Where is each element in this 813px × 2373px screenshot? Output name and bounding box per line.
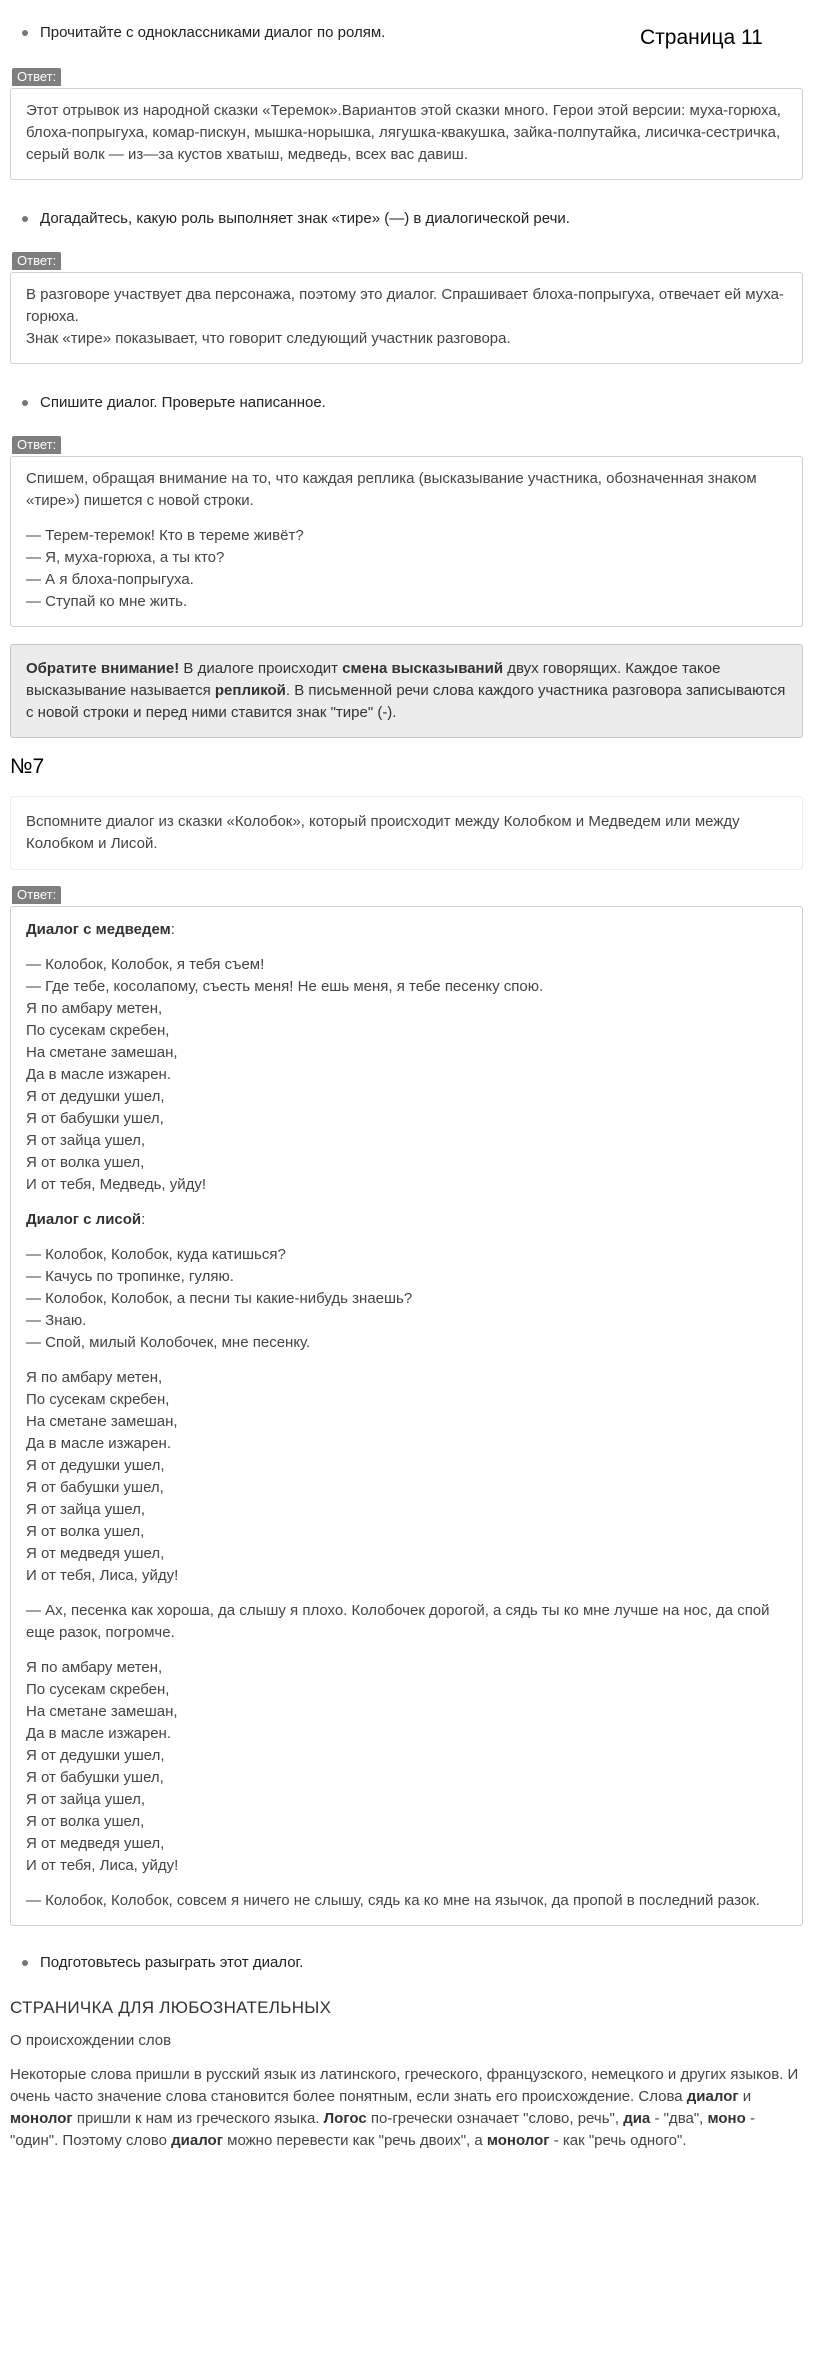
dialog-line: Я от медведя ушел, bbox=[26, 1835, 165, 1852]
dialog-line: Я от бабушки ушел, bbox=[26, 1769, 164, 1786]
dialog-line: По сусекам скребен, bbox=[26, 1391, 170, 1408]
task-bullet: Прочитайте с одноклассниками диалог по ролям. bbox=[10, 22, 803, 44]
note-bold: смена высказываний bbox=[342, 660, 504, 677]
dialog-line: Да в масле изжарен. bbox=[26, 1066, 171, 1083]
question-text: Вспомните диалог из сказки «Колобок», который происходит между Колобком и Медведем или между Колобком и Лисой. bbox=[26, 813, 740, 852]
dialog-line: По сусекам скребен, bbox=[26, 1681, 170, 1698]
section-paragraph: Некоторые слова пришли в русский язык из латинского, греческого, французского, немецкого и других языков. И очень часто значение слова становится более понятным, если знать его происхождение. Слова диалог и монолог пришли к нам из греческого языка. Логос по-гречески означает "слово, речь", диа - "два", моно - "один". Поэтому слово диалог можно перевести как "речь двоих", а монолог - как "речь одного". bbox=[10, 2066, 799, 2149]
note-text: В диалоге происходит bbox=[179, 660, 343, 677]
dialog-line: Я от дедушки ушел, bbox=[26, 1088, 165, 1105]
page-number: Страница 11 bbox=[640, 26, 763, 49]
dialog-heading: Диалог с лисой: bbox=[26, 1211, 146, 1228]
dialog-line: Я от волка ушел, bbox=[26, 1813, 145, 1830]
attention-note bbox=[10, 644, 803, 738]
dialog-line: — Колобок, Колобок, куда катишься? bbox=[26, 1246, 286, 1263]
song-verse bbox=[26, 1657, 787, 1877]
section-heading: СТРАНИЧКА ДЛЯ ЛЮБОЗНАТЕЛЬНЫХ bbox=[10, 1998, 332, 2017]
dialog-line: Я от волка ушел, bbox=[26, 1523, 145, 1540]
question-box bbox=[10, 796, 803, 870]
answer-label: Ответ: bbox=[12, 886, 61, 904]
dialog-line: — Где тебе, косолапому, съесть меня! Не ешь меня, я тебе песенку спою. bbox=[26, 978, 544, 995]
dialog-line: Да в масле изжарен. bbox=[26, 1725, 171, 1742]
dialog-line: На сметане замешан, bbox=[26, 1413, 178, 1430]
dialog-line: Я по амбару метен, bbox=[26, 1000, 163, 1017]
section-subheading: О происхождении слов bbox=[10, 2032, 172, 2049]
note-text: . В письменной речи слова каждого участника разговора записываются с новой строки и перед ними ставится знак "тире" (-). bbox=[26, 682, 786, 721]
answer-label: Ответ: bbox=[12, 68, 61, 86]
dialog-heading: Диалог с медведем: bbox=[26, 921, 175, 938]
dialog-line: Я от дедушки ушел, bbox=[26, 1457, 165, 1474]
dialog-line: Я от бабушки ушел, bbox=[26, 1479, 164, 1496]
task-bullet: Догадайтесь, какую роль выполняет знак «тире» (—) в диалогической речи. bbox=[10, 208, 803, 230]
dialog-line: Я от бабушки ушел, bbox=[26, 1110, 164, 1127]
answer-box bbox=[10, 272, 803, 364]
dialog-line: — Я, муха-горюха, а ты кто? bbox=[26, 549, 225, 566]
dialog-line: — Спой, милый Колобочек, мне песенку. bbox=[26, 1334, 311, 1351]
dialog-line: Да в масле изжарен. bbox=[26, 1435, 171, 1452]
fox-dialog bbox=[26, 1244, 787, 1354]
note-lead: Обратите внимание! bbox=[26, 660, 180, 677]
dialog-line: Я по амбару метен, bbox=[26, 1369, 163, 1386]
dialog-line: Я от волка ушел, bbox=[26, 1154, 145, 1171]
dialog-line: Я от зайца ушел, bbox=[26, 1501, 146, 1518]
answer-label: Ответ: bbox=[12, 252, 61, 270]
task-bullet: Спишите диалог. Проверьте написанное. bbox=[10, 392, 803, 414]
dialog-line: И от тебя, Медведь, уйду! bbox=[26, 1176, 207, 1193]
dialog-line: — Ступай ко мне жить. bbox=[26, 593, 188, 610]
dialog-line: — А я блоха-попрыгуха. bbox=[26, 571, 194, 588]
answer-block bbox=[10, 884, 803, 1926]
dialog-line: — Колобок, Колобок, совсем я ничего не слышу, сядь ка ко мне на язычок, да пропой в последний разок. bbox=[26, 1892, 760, 1909]
dialog-line: По сусекам скребен, bbox=[26, 1022, 170, 1039]
bear-dialog bbox=[26, 954, 787, 1196]
answer-block bbox=[10, 434, 803, 627]
dialog-line: На сметане замешан, bbox=[26, 1044, 178, 1061]
bear-heading: Диалог с медведем bbox=[26, 921, 171, 938]
dialog-line: — Колобок, Колобок, а песни ты какие-нибудь знаешь? bbox=[26, 1290, 413, 1307]
song-verse bbox=[26, 1367, 787, 1587]
dialog-line: Я от медведя ушел, bbox=[26, 1545, 165, 1562]
page-content bbox=[0, 22, 813, 2152]
task-number: №7 bbox=[10, 755, 45, 778]
answer-text: Спишем, обращая внимание на то, что каждая реплика (высказывание участника, обозначенная знаком «тире») пишется с новой строки. bbox=[26, 470, 757, 509]
dialog-line: На сметане замешан, bbox=[26, 1703, 178, 1720]
dialog-line: И от тебя, Лиса, уйду! bbox=[26, 1857, 179, 1874]
answer-box bbox=[10, 456, 803, 627]
dialog-line: Я от дедушки ушел, bbox=[26, 1747, 165, 1764]
dialog-line: И от тебя, Лиса, уйду! bbox=[26, 1567, 179, 1584]
dialog-line: — Качусь по тропинке, гуляю. bbox=[26, 1268, 234, 1285]
answer-text: В разговоре участвует два персонажа, поэтому это диалог. Спрашивает блоха-попрыгуха, отвечает ей муха-горюха. bbox=[26, 286, 784, 325]
dialog-line: — Колобок, Колобок, я тебя съем! bbox=[26, 956, 265, 973]
answer-box bbox=[10, 88, 803, 180]
note-text: двух говорящих. Каждое такое высказывание называется bbox=[26, 660, 721, 699]
answer-text: Этот отрывок из народной сказки «Теремок».Вариантов этой сказки много. Герои этой версии: муха-горюха, блоха-попрыгуха, комар-пискун, мышка-норышка, лягушка-квакушка, зайка-полпутайка, лисичка-сестричка, серый волк — из—за кустов хватыш, медведь, всех вас давиш. bbox=[26, 102, 781, 163]
answer-block bbox=[10, 250, 803, 364]
task-bullet: Подготовьтесь разыграть этот диалог. bbox=[10, 1952, 803, 1974]
answer-box bbox=[10, 906, 803, 1926]
dialog-line: — Терем-теремок! Кто в тереме живёт? bbox=[26, 527, 304, 544]
dialog-line: — Ах, песенка как хороша, да слышу я плохо. Колобочек дорогой, а сядь ты ко мне лучше на нос, да спой еще разок, погромче. bbox=[26, 1602, 770, 1641]
answer-block bbox=[10, 66, 803, 180]
dialog-line: Я от зайца ушел, bbox=[26, 1132, 146, 1149]
dialog-line: Я от зайца ушел, bbox=[26, 1791, 146, 1808]
answer-text: Знак «тире» показывает, что говорит следующий участник разговора. bbox=[26, 330, 511, 347]
fox-heading: Диалог с лисой bbox=[26, 1211, 142, 1228]
answer-label: Ответ: bbox=[12, 436, 61, 454]
dialog-line: Я по амбару метен, bbox=[26, 1659, 163, 1676]
note-bold: репликой bbox=[214, 682, 286, 699]
dialog-line: — Знаю. bbox=[26, 1312, 87, 1329]
